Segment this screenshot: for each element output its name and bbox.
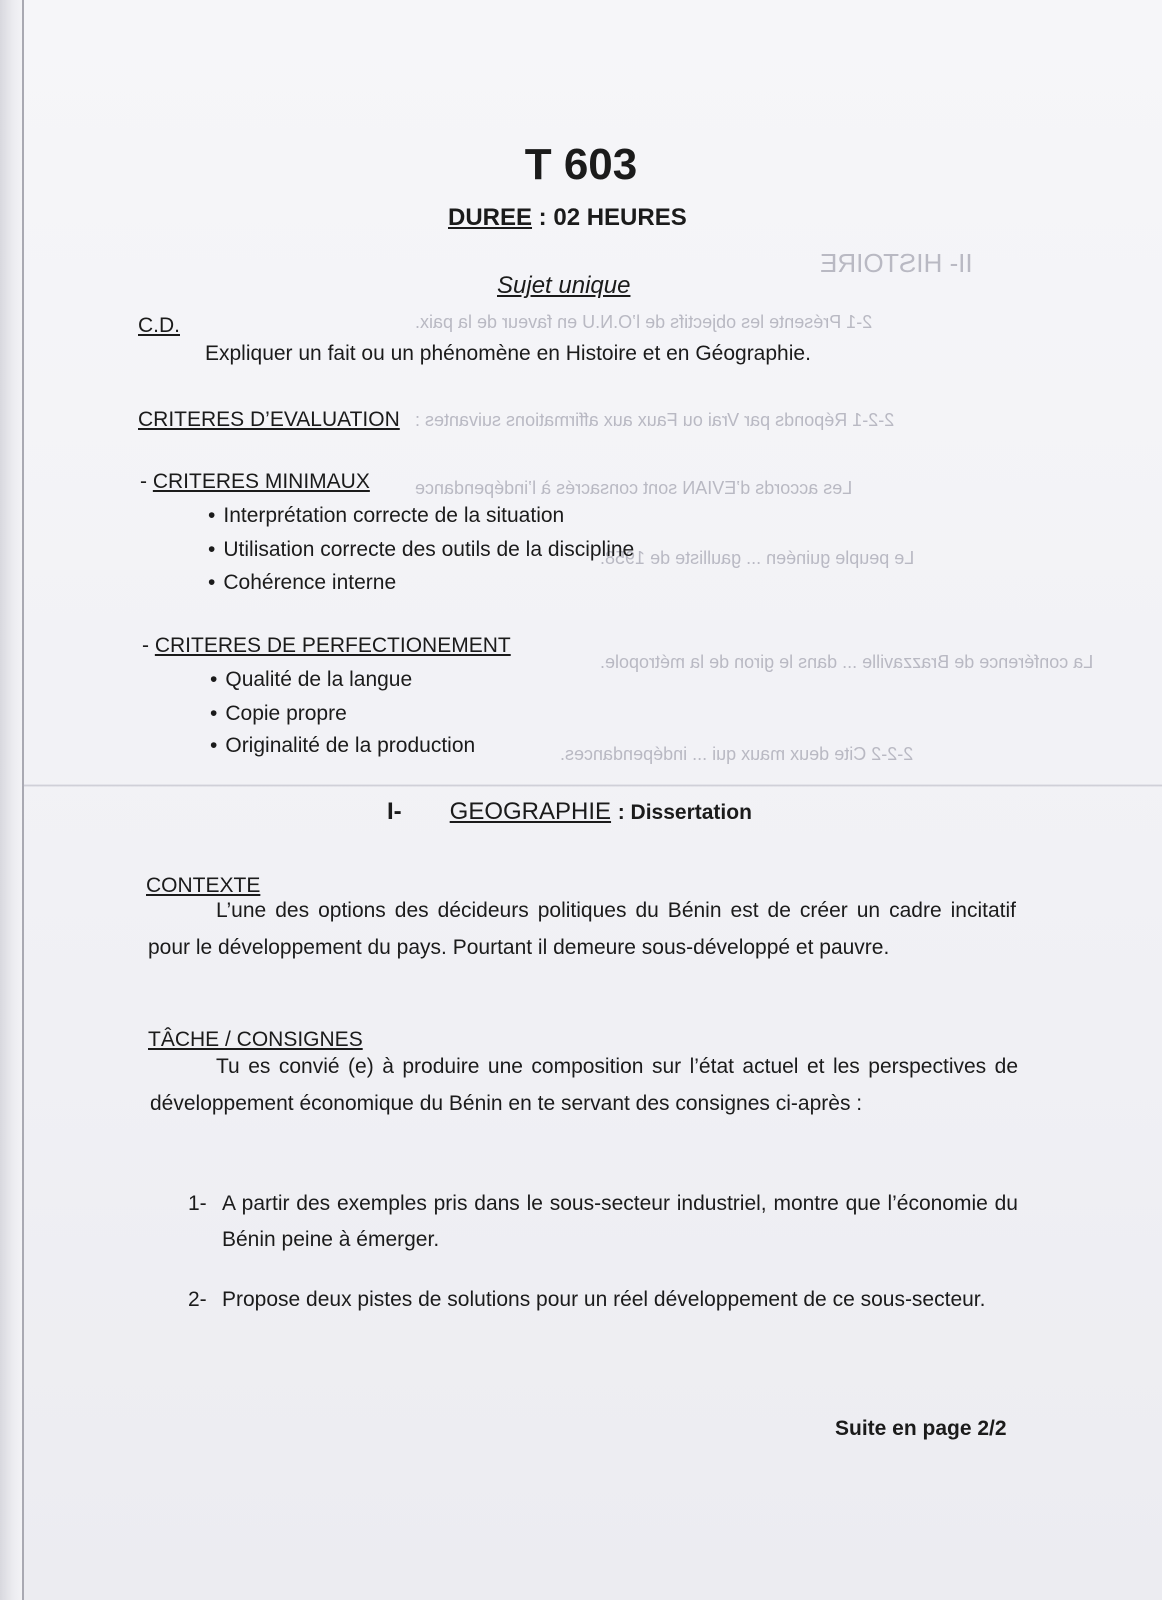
instruction-item bbox=[188, 1282, 1018, 1318]
list-item: • Qualité de la langue bbox=[210, 668, 412, 692]
page-continuation-note: Suite en page 2/2 bbox=[835, 1417, 1007, 1440]
section-subtitle: : Dissertation bbox=[617, 801, 752, 824]
duration-value: 02 HEURES bbox=[553, 204, 687, 231]
bleed-through-text: 2-2-1 Réponds par Vrai ou Faux aux affirmations suivantes : bbox=[415, 410, 895, 430]
bleed-through-text: 2-1 Présente les objectifs de l’O.N.U en faveur de la paix. bbox=[415, 312, 873, 332]
list-item: • Interprétation correcte de la situation bbox=[208, 504, 564, 528]
page-edge bbox=[0, 0, 24, 1600]
bleed-through-text: II- HISTOIRE bbox=[820, 248, 973, 278]
dash: - bbox=[142, 634, 149, 657]
bleed-through-text: Le peuple guinéen ... gaulliste de 1958. bbox=[600, 548, 915, 568]
criteria-minimal-label: CRITERES MINIMAUX bbox=[152, 470, 370, 493]
instruction-number: 1- bbox=[188, 1192, 207, 1215]
task-paragraph: Tu es convié (e) à produire une composition sur l’état actuel et les perspectives de développement économique du Bénin en te servant des consignes ci-après : bbox=[150, 1055, 1018, 1115]
context-paragraph: L’une des options des décideurs politiques du Bénin est de créer un cadre incitatif pour le développement du pays. Pourtant il demeure sous-développé et pauvre. bbox=[148, 899, 1016, 959]
duration-separator: : bbox=[532, 204, 554, 231]
list-item: • Originalité de la production bbox=[210, 734, 475, 758]
task-heading: TÂCHE / CONSIGNES bbox=[148, 1028, 363, 1051]
paper-fold bbox=[22, 784, 1162, 787]
exam-code-title: T 603 bbox=[524, 140, 638, 189]
instruction-text: A partir des exemples pris dans le sous-secteur industriel, montre que l’économie du Bénin peine à émerger. bbox=[222, 1192, 1018, 1251]
instruction-item bbox=[188, 1186, 1018, 1258]
bleed-through-text: Les accords d’EVIAN sont consacrés à l’indépendance bbox=[415, 478, 853, 498]
bleed-through-text: 2-2-2 Cite deux maux qui ... indépendances. bbox=[560, 744, 914, 764]
duration-line bbox=[448, 204, 687, 232]
dash: - bbox=[140, 470, 147, 493]
criteria-minimal-heading bbox=[140, 470, 370, 494]
list-item: • Utilisation correcte des outils de la discipline bbox=[208, 538, 634, 562]
cd-text: Expliquer un fait ou un phénomène en Histoire et en Géographie. bbox=[205, 342, 811, 365]
instruction-text: Propose deux pistes de solutions pour un réel développement de ce sous-secteur. bbox=[222, 1288, 986, 1311]
instruction-number: 2- bbox=[188, 1288, 207, 1311]
list-item: • Copie propre bbox=[210, 702, 347, 726]
list-item: • Cohérence interne bbox=[208, 571, 396, 595]
context-heading: CONTEXTE bbox=[146, 874, 261, 897]
cd-label: C.D. bbox=[138, 314, 180, 337]
criteria-heading: CRITERES D’EVALUATION bbox=[138, 408, 400, 431]
criteria-perfection-heading bbox=[142, 634, 511, 658]
duration-label: DUREE bbox=[448, 204, 533, 231]
bleed-through-text: La conférence de Brazzaville ... dans le giron de la métropole. bbox=[600, 652, 1094, 672]
section-title: GEOGRAPHIE bbox=[449, 798, 612, 825]
criteria-perfection-label: CRITERES DE PERFECTIONEMENT bbox=[154, 634, 511, 657]
section-geography-heading bbox=[387, 798, 752, 826]
section-number: I- bbox=[387, 798, 402, 825]
subject-type: Sujet unique bbox=[497, 272, 631, 299]
